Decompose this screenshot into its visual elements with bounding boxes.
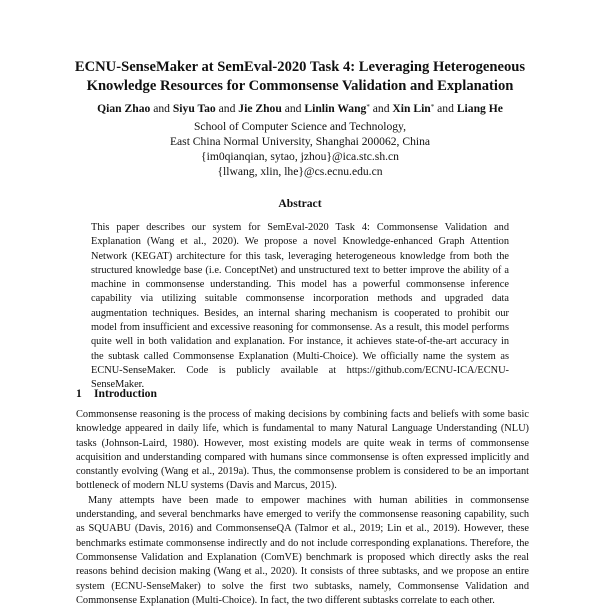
paragraph: Commonsense reasoning is the process of making decisions by combining facts and beliefs with some basic knowledge appeared in daily life, which is fundamental to many Natural Language Understanding (NLU) tasks (Johnson-Laird, 1980). However, most existing models are quite weak in terms of commonsense acquisition and understanding compared with humans since commonsense is often expressed implicitly and constantly evolving (Wang et al., 2019a). Thus, the commonsense problem is considered to be an important bottleneck of modern NLU systems (Davis and Marcus, 2015). [76, 409, 529, 492]
author-name: Qian Zhao [97, 102, 151, 115]
section-heading [76, 387, 157, 400]
paper-title [40, 58, 560, 96]
email-line-2: {llwang, xlin, lhe}@cs.ecnu.edu.cn [217, 165, 383, 178]
author-name: Xin Lin [392, 102, 431, 115]
abstract-heading: Abstract [278, 197, 322, 210]
author-separator: and [437, 102, 454, 115]
author-separator: and [284, 102, 302, 115]
author-name: Siyu Tao [172, 102, 216, 115]
corresponding-author-mark: * [430, 103, 435, 111]
affiliation-school: School of Computer Science and Technology, [193, 120, 406, 133]
email-line-1: {im0qianqian, sytao, jzhou}@ica.stc.sh.cn [201, 150, 399, 163]
author-name: Liang He [456, 102, 503, 115]
author-separator: and [153, 102, 170, 115]
section-number: 1 [76, 387, 82, 400]
title-line-1: ECNU-SenseMaker at SemEval-2020 Task 4: Leveraging Heterogeneous [74, 59, 526, 75]
affiliation-block [30, 119, 570, 179]
title-line-2: Knowledge Resources for Commonsense Validation and Explanation [86, 78, 514, 94]
abstract-text: This paper describes our system for SemEval-2020 Task 4: Commonsense Validation and Explanation (Wang et al., 2020). We propose a novel Knowledge-enhanced Graph Attention Network (KEGAT) architecture for this task, leveraging heterogeneous knowledge from both the structured knowledge base (i.e. ConceptNet) and unstructured text to better improve the ability of a machine in commonsense understanding. This model has a powerful commonsense inference capability via utilizing suitable commonsense incorporation methods and upgraded data augmentation techniques. Besides, an internal sharing mechanism is cooperated to prohibit our model from insufficient and excessive reasoning for commonsense. As a result, this model performs quite well in both validation and explanation. For instance, it achieves state-of-the-art accuracy in the subtask called Commonsense Explanation (Multi-Choice). We officially name the system as ECNU-SenseMaker. Code is publicly available at https://github.com/ECNU-ICA/ECNU-SenseMaker. [91, 222, 509, 391]
introduction-body [76, 408, 529, 608]
paragraph: Many attempts have been made to empower machines with human abilities in commonsense understanding, and several benchmarks have emerged to verify the commonsense reasoning capability, such as SQUABU (Davis, 2016) and CommonsenseQA (Talmor et al., 2019; Lin et al., 2019). However, these benchmarks estimate commonsense indirectly and do not include corresponding explanations. Therefore, the Commonsense Validation and Explanation (ComVE) benchmark is proposed which directly asks the real reasons behind decision making (Wang et al., 2020). It consists of three subtasks, and we propose an entire system (ECNU-SenseMaker) to solve the first two subtasks, namely, Commonsense Validation and Commonsense Explanation (Multi-Choice). In fact, the two different subtasks correlate to each other. [76, 494, 529, 606]
author-name: Linlin Wang [304, 102, 367, 115]
affiliation-university: East China Normal University, Shanghai 200062, China [169, 135, 431, 148]
author-name: Jie Zhou [238, 102, 282, 115]
author-separator: and [218, 102, 236, 115]
author-list [30, 100, 570, 116]
section-title: Introduction [94, 387, 157, 400]
author-separator: and [372, 102, 390, 115]
corresponding-author-mark: * [366, 103, 370, 111]
